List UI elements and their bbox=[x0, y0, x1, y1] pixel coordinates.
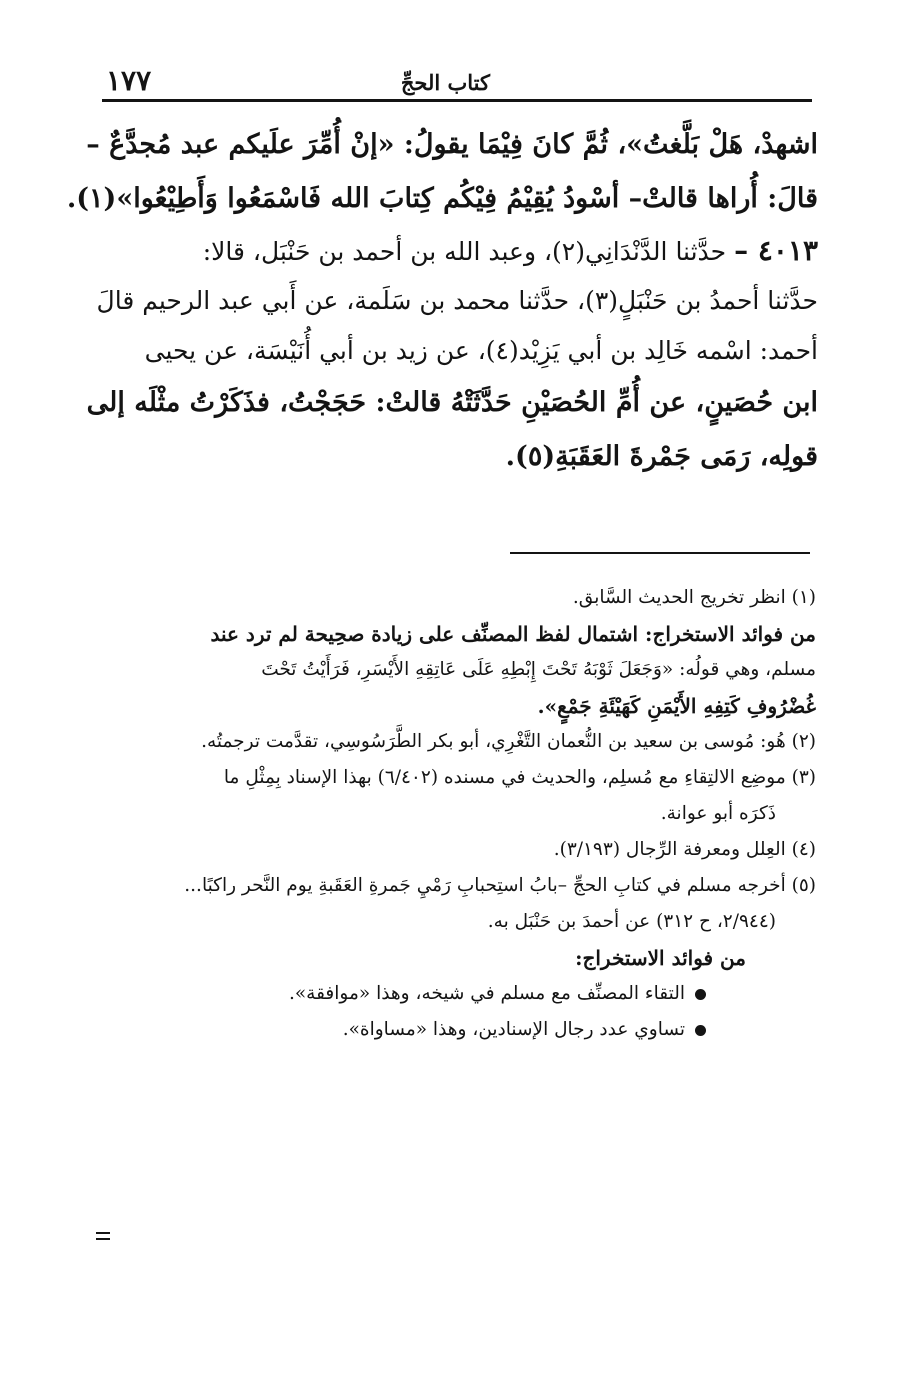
margin-mark bbox=[96, 1232, 110, 1244]
main-line-7: قولِه، رَمَى جَمْرةَ العَقَبَةِ(٥). bbox=[505, 441, 818, 472]
main-line-4: حدَّثنا أحمدُ بن حَنْبَلٍ(٣)، حدَّثنا محمد بن سَلَمة، عن أَبي عبد الرحيم قالَ bbox=[96, 286, 818, 315]
footnote-1-benefit: من فوائد الاستخراج: اشتمال لفظ المصنِّف على زيادة صحِيحة لم ترد عند bbox=[210, 622, 816, 646]
bullet-1-text: التقاء المصنِّف مع مسلم في شيخه، وهذا «موافقة». bbox=[288, 983, 685, 1004]
main-line-5: أحمد: اسْمه خَالِد بن أبي يَزِيْد(٤)، عن زيد بن أبي أُنَيْسَة، عن يحيى bbox=[144, 336, 818, 365]
footnote-3-cont: ذَكرَه أبو عوانة. bbox=[660, 803, 776, 824]
page-number: ١٧٧ bbox=[106, 64, 152, 97]
footnote-4: (٤) العِلل ومعرفة الرِّجال (٣/١٩٣). bbox=[553, 839, 816, 860]
main-line-3 bbox=[102, 226, 818, 276]
main-line-2: قالَ: أُراها قالتْ– أسْودُ يُقِيْمُ فِيْكُم كِتابَ الله فَاسْمَعُوا وَأَطِيْعُوا»(١). bbox=[66, 183, 818, 214]
footnote-5-bullet-2 bbox=[102, 1012, 816, 1048]
footnote-3: (٣) موضِع الالتِقاءِ مع مُسلِم، والحديث في مسنده (٦/٤٠٢) بهذا الإسناد بِمِثْلِ ما bbox=[223, 767, 816, 788]
hadith-number: ٤٠١٣ – bbox=[734, 234, 818, 267]
footnote-5-cont: (٢/٩٤٤، ح ٣١٢) عن أحمدَ بن حَنْبَل به. bbox=[487, 911, 776, 932]
header-rule bbox=[102, 99, 812, 102]
footnote-1-benefit-cont: مسلم، وهي قولُه: «وَجَعَلَ ثَوْبَهُ تَحْتَ إِبْطِهِ عَلَى عَاتِقِهِ الأَيْسَرِ، فَرَأَيْتُ تَحْتَ bbox=[261, 659, 816, 680]
footnote-1-benefit-quote: غُضْرُوفِ كَتِفِهِ الأَيْمَنِ كَهَيْئَةِ جَمْعٍ». bbox=[537, 694, 816, 718]
bullet-icon bbox=[695, 989, 706, 1000]
running-title: كتاب الحجِّ bbox=[400, 70, 490, 95]
footnote-5-bullet-1 bbox=[102, 976, 816, 1012]
footnote-5-benefits-heading: من فوائد الاستخراج: bbox=[575, 946, 746, 970]
main-text bbox=[66, 118, 818, 484]
main-line-6: ابن حُصَينٍ، عن أُمِّ الحُصَيْنِ حَدَّثَتْهُ قالتْ: حَجَجْتُ، فذَكَرْتُ مثْلَه إلى bbox=[86, 387, 818, 418]
page-header bbox=[102, 62, 812, 102]
bullet-2-text: تساوي عدد رجال الإسنادين، وهذا «مساواة». bbox=[342, 1019, 685, 1040]
main-line-3-text: حدَّثنا الدَّنْدَانِي(٢)، وعبد الله بن أحمد بن حَنْبَل، قالا: bbox=[202, 237, 727, 266]
footnote-1: (١) انظر تخريج الحديث السَّابق. bbox=[572, 587, 816, 608]
footnote-5: (٥) أخرجه مسلم في كتابِ الحجِّ –بابُ استِحبابِ رَمْيِ جَمرةِ العَقَبةِ يوم النَّحر راكبًا... bbox=[184, 875, 816, 896]
main-line-1: اشهدْ، هَلْ بَلَّغتُ»، ثُمَّ كانَ فِيْمَا يقولُ: «إنْ أُمِّرَ علَيكم عبد مُجدَّعٌ – bbox=[86, 129, 818, 160]
bullet-icon bbox=[695, 1025, 706, 1036]
footnote-2: (٢) هُو: مُوسى بن سعيد بن النُّعمان التَّغْرِي، أبو بكر الطَّرَسُوسِي، تقدَّمت ترجمتُه. bbox=[201, 731, 816, 752]
footnotes bbox=[102, 580, 816, 1048]
footnote-separator bbox=[510, 552, 810, 554]
